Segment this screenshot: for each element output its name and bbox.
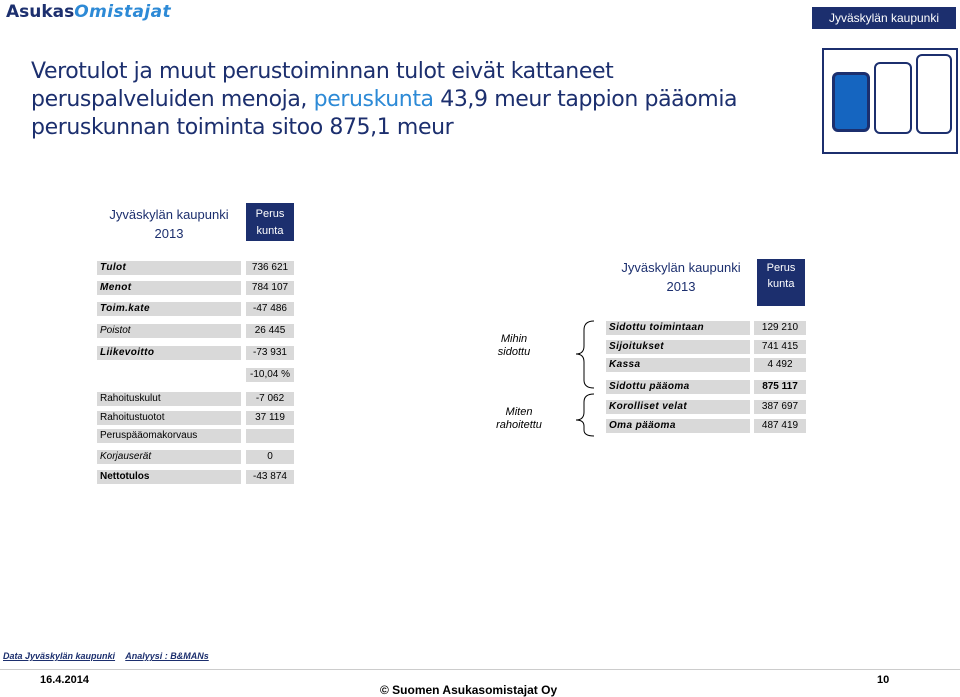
row-label: Toim.kate <box>97 302 241 316</box>
right-header-city-name: Jyväskylän kaupunki <box>621 260 741 275</box>
footer-copyright: © Suomen Asukasomistajat Oy <box>380 683 558 697</box>
right-header-kunta-line2: kunta <box>767 278 795 290</box>
footer-date: 16.4.2014 <box>40 674 89 686</box>
right-header-peruskunta <box>757 259 805 306</box>
left-header-kunta-line2: kunta <box>256 225 284 237</box>
right-header-city <box>608 259 754 295</box>
right-header-year: 2013 <box>666 279 696 294</box>
row-label: Rahoituskulut <box>97 392 241 406</box>
top-bar <box>0 0 960 36</box>
bracket-graphics <box>572 318 598 438</box>
row-label: Peruspääomakorvaus <box>97 429 241 443</box>
footer-page-number: 10 <box>877 674 890 686</box>
row-label: Menot <box>97 281 241 295</box>
row-value: -43 874 <box>246 470 294 484</box>
row-label: Korjauserät <box>97 450 241 464</box>
row-value: 4 492 <box>754 358 806 372</box>
headline-part2: 43,9 meur tappion pääomia peruskunnan toiminta sitoo 875,1 meur <box>31 87 738 140</box>
left-header-city-name: Jyväskylän kaupunki <box>109 207 229 222</box>
row-label: Poistot <box>97 324 241 338</box>
row-value: 37 119 <box>246 411 294 425</box>
row-value: 875 117 <box>754 380 806 394</box>
row-label: Rahoitustuotot <box>97 411 241 425</box>
slide-headline <box>31 58 751 142</box>
row-value: 784 107 <box>246 281 294 295</box>
row-value: 736 621 <box>246 261 294 275</box>
pictogram-block-1 <box>832 72 870 132</box>
mihin-sidottu-label <box>486 333 542 359</box>
miten-label-line1: Miten <box>505 406 533 418</box>
row-label: Korolliset velat <box>606 400 750 414</box>
row-label: Kassa <box>606 358 750 372</box>
row-label: Oma pääoma <box>606 419 750 433</box>
row-value: 387 697 <box>754 400 806 414</box>
miten-label-line2: rahoitettu <box>496 419 542 431</box>
row-label: Sidottu toimintaan <box>606 321 750 335</box>
row-value: 487 419 <box>754 419 806 433</box>
row-value: 0 <box>246 450 294 464</box>
left-header-city <box>96 206 242 242</box>
row-value <box>246 429 294 443</box>
right-header-kunta-line1: Perus <box>766 262 796 274</box>
headline-highlight: peruskunta <box>313 87 434 112</box>
building-pictogram-icon <box>822 48 958 154</box>
row-value: -73 931 <box>246 346 294 360</box>
brace-upper <box>576 321 594 388</box>
pictogram-block-3 <box>916 54 952 134</box>
row-value: -47 486 <box>246 302 294 316</box>
row-label: Liikevoitto <box>97 346 241 360</box>
row-label: Nettotulos <box>97 470 241 484</box>
row-value: 26 445 <box>246 324 294 338</box>
miten-rahoitettu-label <box>486 406 552 432</box>
row-value: 741 415 <box>754 340 806 354</box>
region-tab: Jyväskylän kaupunki <box>812 7 956 29</box>
brand-logo <box>6 2 171 22</box>
row-value: -7 062 <box>246 392 294 406</box>
liikevoitto-percent: -10,04 % <box>246 368 294 382</box>
footer-source-note <box>3 651 217 661</box>
left-header-peruskunta <box>246 203 294 241</box>
row-label: Tulot <box>97 261 241 275</box>
logo-part-asukas: Asukas <box>6 2 75 22</box>
mihin-label-line1: Mihin <box>500 333 528 345</box>
left-header-kunta-line1: Perus <box>255 208 285 220</box>
row-label: Sidottu pääoma <box>606 380 750 394</box>
left-header-year: 2013 <box>154 226 184 241</box>
footer-analysis: Analyysi : B&MANs <box>125 651 209 661</box>
logo-part-omistajat: Omistajat <box>74 2 172 22</box>
row-label: Sijoitukset <box>606 340 750 354</box>
headline-part1: Verotulot ja muut perustoiminnan tulot eivät kattaneet peruspalveluiden menoja, <box>31 59 614 112</box>
brace-lower <box>576 394 594 436</box>
footer-data-source: Data Jyväskylän kaupunki <box>3 651 116 661</box>
mihin-label-line2: sidottu <box>497 346 531 358</box>
row-value: 129 210 <box>754 321 806 335</box>
pictogram-block-2 <box>874 62 912 134</box>
